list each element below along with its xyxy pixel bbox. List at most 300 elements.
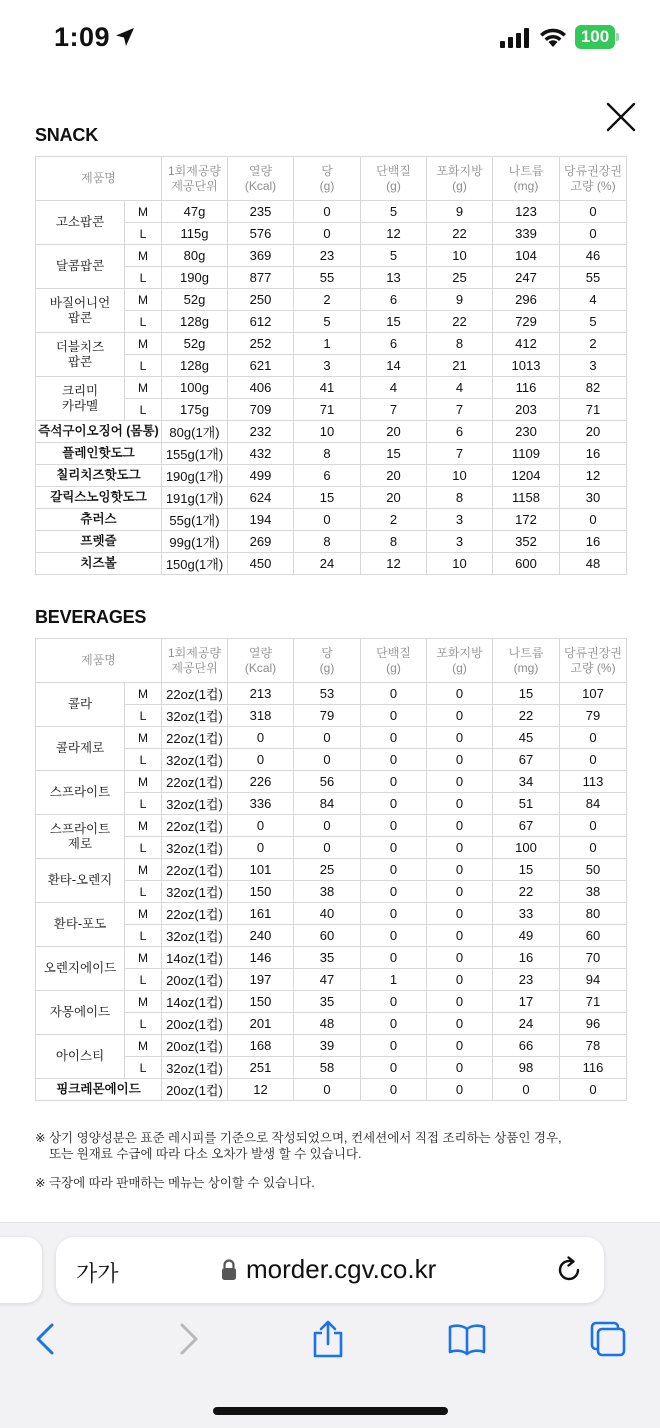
nutrition-value: 161 bbox=[228, 903, 294, 925]
column-header: 1회제공량 제공단위 bbox=[162, 157, 228, 201]
nutrition-value: 296 bbox=[493, 289, 560, 311]
nutrition-value: 0 bbox=[361, 815, 427, 837]
nutrition-value: 15 bbox=[493, 859, 560, 881]
nutrition-value: 0 bbox=[361, 991, 427, 1013]
table-row bbox=[36, 837, 627, 859]
nutrition-value: 60 bbox=[294, 925, 361, 947]
table-row bbox=[36, 1057, 627, 1079]
nutrition-value: 32oz(1컵) bbox=[162, 793, 228, 815]
table-row bbox=[36, 377, 627, 399]
nutrition-value: 0 bbox=[361, 881, 427, 903]
table-row bbox=[36, 553, 627, 575]
nutrition-value: 35 bbox=[294, 947, 361, 969]
product-name: 바질어니언 팝콘 bbox=[36, 289, 125, 333]
text-size-button[interactable]: 가가 bbox=[76, 1261, 119, 1286]
location-arrow-icon bbox=[114, 26, 136, 48]
size-label: L bbox=[125, 837, 162, 859]
nutrition-value: 5 bbox=[560, 311, 627, 333]
nutrition-value: 22oz(1컵) bbox=[162, 727, 228, 749]
table-row bbox=[36, 1079, 627, 1101]
nutrition-value: 7 bbox=[427, 443, 493, 465]
nutrition-value: 226 bbox=[228, 771, 294, 793]
nutrition-value: 0 bbox=[361, 1035, 427, 1057]
nutrition-value: 52g bbox=[162, 333, 228, 355]
table-row bbox=[36, 487, 627, 509]
nutrition-value: 2 bbox=[361, 509, 427, 531]
lock-icon bbox=[221, 1259, 237, 1281]
nutrition-value: 71 bbox=[560, 991, 627, 1013]
size-label: M bbox=[125, 947, 162, 969]
column-header: 나트륨 (mg) bbox=[493, 157, 560, 201]
nutrition-value: 3 bbox=[294, 355, 361, 377]
nutrition-value: 0 bbox=[427, 881, 493, 903]
nutrition-value: 10 bbox=[427, 245, 493, 267]
nutrition-value: 20 bbox=[560, 421, 627, 443]
nutrition-value: 116 bbox=[560, 1057, 627, 1079]
nutrition-value: 1109 bbox=[493, 443, 560, 465]
nutrition-value: 197 bbox=[228, 969, 294, 991]
nutrition-value: 6 bbox=[427, 421, 493, 443]
column-header: 당류권장권 고량 (%) bbox=[560, 639, 627, 683]
size-label: L bbox=[125, 793, 162, 815]
table-row bbox=[36, 223, 627, 245]
nutrition-value: 39 bbox=[294, 1035, 361, 1057]
nutrition-value: 191g(1개) bbox=[162, 487, 228, 509]
nutrition-value: 213 bbox=[228, 683, 294, 705]
nutrition-value: 51 bbox=[493, 793, 560, 815]
nutrition-value: 55g(1개) bbox=[162, 509, 228, 531]
nutrition-value: 0 bbox=[560, 1079, 627, 1101]
nutrition-value: 0 bbox=[361, 683, 427, 705]
nutrition-value: 0 bbox=[427, 991, 493, 1013]
product-name: 고소팝콘 bbox=[36, 201, 125, 245]
nutrition-value: 22 bbox=[493, 881, 560, 903]
size-label: M bbox=[125, 245, 162, 267]
nutrition-value: 251 bbox=[228, 1057, 294, 1079]
close-icon[interactable] bbox=[604, 100, 638, 134]
size-label: M bbox=[125, 903, 162, 925]
nutrition-value: 247 bbox=[493, 267, 560, 289]
book-icon[interactable] bbox=[447, 1319, 487, 1359]
size-label: L bbox=[125, 749, 162, 771]
nutrition-value: 7 bbox=[361, 399, 427, 421]
nutrition-value: 38 bbox=[294, 881, 361, 903]
table-row bbox=[36, 1013, 627, 1035]
nutrition-value: 0 bbox=[361, 903, 427, 925]
nutrition-value: 0 bbox=[427, 1057, 493, 1079]
table-row bbox=[36, 683, 627, 705]
nutrition-value: 34 bbox=[493, 771, 560, 793]
nutrition-value: 46 bbox=[560, 245, 627, 267]
size-label: L bbox=[125, 881, 162, 903]
table-row bbox=[36, 727, 627, 749]
nutrition-value: 877 bbox=[228, 267, 294, 289]
nutrition-value: 168 bbox=[228, 1035, 294, 1057]
table-row bbox=[36, 245, 627, 267]
nutrition-value: 2 bbox=[560, 333, 627, 355]
nutrition-value: 621 bbox=[228, 355, 294, 377]
nutrition-value: 0 bbox=[228, 749, 294, 771]
nutrition-value: 128g bbox=[162, 355, 228, 377]
nutrition-value: 32oz(1컵) bbox=[162, 837, 228, 859]
size-label: M bbox=[125, 771, 162, 793]
nutrition-value: 412 bbox=[493, 333, 560, 355]
nutrition-value: 3 bbox=[427, 509, 493, 531]
size-label: L bbox=[125, 355, 162, 377]
product-name: 콜라제로 bbox=[36, 727, 125, 771]
nutrition-value: 22oz(1컵) bbox=[162, 815, 228, 837]
nutrition-value: 150g(1개) bbox=[162, 553, 228, 575]
column-header: 열량 (Kcal) bbox=[228, 157, 294, 201]
nutrition-value: 0 bbox=[427, 1079, 493, 1101]
nutrition-value: 16 bbox=[560, 531, 627, 553]
nutrition-value: 0 bbox=[361, 1013, 427, 1035]
product-name: 플레인핫도그 bbox=[36, 443, 162, 465]
nutrition-value: 84 bbox=[294, 793, 361, 815]
nutrition-value: 20 bbox=[361, 487, 427, 509]
column-header: 단백질 (g) bbox=[361, 639, 427, 683]
table-row bbox=[36, 355, 627, 377]
nutrition-value: 230 bbox=[493, 421, 560, 443]
table-header-row bbox=[36, 157, 627, 201]
product-name: 칠리치즈핫도그 bbox=[36, 465, 162, 487]
nutrition-value: 60 bbox=[560, 925, 627, 947]
nutrition-value: 4 bbox=[427, 377, 493, 399]
table-row bbox=[36, 749, 627, 771]
nutrition-value: 14oz(1컵) bbox=[162, 991, 228, 1013]
nutrition-value: 3 bbox=[427, 531, 493, 553]
nutrition-value: 0 bbox=[294, 509, 361, 531]
nutrition-value: 0 bbox=[361, 1057, 427, 1079]
nutrition-value: 250 bbox=[228, 289, 294, 311]
address-bar[interactable] bbox=[56, 1237, 604, 1303]
nutrition-value: 203 bbox=[493, 399, 560, 421]
beverages-nutrition-table bbox=[35, 638, 627, 1101]
table-row bbox=[36, 311, 627, 333]
table-row bbox=[36, 859, 627, 881]
nutrition-value: 269 bbox=[228, 531, 294, 553]
nutrition-value: 194 bbox=[228, 509, 294, 531]
nutrition-value: 17 bbox=[493, 991, 560, 1013]
nutrition-value: 9 bbox=[427, 201, 493, 223]
product-name: 프렛즐 bbox=[36, 531, 162, 553]
nutrition-value: 1 bbox=[294, 333, 361, 355]
nutrition-value: 0 bbox=[493, 1079, 560, 1101]
nutrition-value: 190g(1개) bbox=[162, 465, 228, 487]
nutrition-value: 15 bbox=[361, 311, 427, 333]
nutrition-value: 0 bbox=[427, 1035, 493, 1057]
nutrition-value: 9 bbox=[427, 289, 493, 311]
nutrition-value: 113 bbox=[560, 771, 627, 793]
nutrition-value: 35 bbox=[294, 991, 361, 1013]
nutrition-value: 0 bbox=[560, 727, 627, 749]
column-header: 당 (g) bbox=[294, 639, 361, 683]
url-text[interactable]: morder.cgv.co.kr bbox=[246, 1254, 437, 1284]
status-bar bbox=[0, 0, 660, 80]
product-name: 갈릭스노잉핫도그 bbox=[36, 487, 162, 509]
table-header-row bbox=[36, 639, 627, 683]
nutrition-value: 80g bbox=[162, 245, 228, 267]
table-row bbox=[36, 399, 627, 421]
nutrition-value: 55 bbox=[560, 267, 627, 289]
nutrition-value: 0 bbox=[361, 727, 427, 749]
nutrition-value: 20 bbox=[361, 465, 427, 487]
nutrition-value: 5 bbox=[361, 201, 427, 223]
nutrition-value: 71 bbox=[560, 399, 627, 421]
nutrition-value: 4 bbox=[361, 377, 427, 399]
beverages-section-title: BEVERAGES bbox=[35, 607, 147, 627]
table-row bbox=[36, 465, 627, 487]
nutrition-value: 15 bbox=[294, 487, 361, 509]
nutrition-value: 450 bbox=[228, 553, 294, 575]
nutrition-value: 0 bbox=[427, 815, 493, 837]
column-header: 제품명 bbox=[36, 157, 162, 201]
nutrition-value: 30 bbox=[560, 487, 627, 509]
table-row bbox=[36, 443, 627, 465]
nutrition-value: 20oz(1컵) bbox=[162, 1079, 228, 1101]
size-label: L bbox=[125, 223, 162, 245]
tabs-icon[interactable] bbox=[588, 1319, 628, 1359]
browser-toolbar bbox=[0, 1222, 660, 1428]
nutrition-value: 0 bbox=[427, 903, 493, 925]
nutrition-value: 0 bbox=[427, 705, 493, 727]
nutrition-value: 0 bbox=[228, 727, 294, 749]
nutrition-value: 115g bbox=[162, 223, 228, 245]
size-label: L bbox=[125, 969, 162, 991]
nutrition-value: 6 bbox=[361, 333, 427, 355]
table-row bbox=[36, 333, 627, 355]
nutrition-value: 67 bbox=[493, 749, 560, 771]
nutrition-value: 576 bbox=[228, 223, 294, 245]
nutrition-value: 235 bbox=[228, 201, 294, 223]
nutrition-value: 12 bbox=[228, 1079, 294, 1101]
table-row bbox=[36, 991, 627, 1013]
nutrition-value: 0 bbox=[361, 749, 427, 771]
snack-nutrition-table bbox=[35, 156, 627, 575]
size-label: M bbox=[125, 201, 162, 223]
nutrition-value: 0 bbox=[294, 837, 361, 859]
nutrition-value: 100g bbox=[162, 377, 228, 399]
nutrition-value: 1204 bbox=[493, 465, 560, 487]
column-header: 포화지방 (g) bbox=[427, 639, 493, 683]
nutrition-value: 12 bbox=[560, 465, 627, 487]
product-name: 환타-오렌지 bbox=[36, 859, 125, 903]
nutrition-value: 32oz(1컵) bbox=[162, 881, 228, 903]
product-name: 크리미 카라멜 bbox=[36, 377, 125, 421]
nutrition-value: 79 bbox=[294, 705, 361, 727]
nutrition-value: 0 bbox=[560, 223, 627, 245]
nutrition-value: 0 bbox=[427, 925, 493, 947]
nutrition-value: 20oz(1컵) bbox=[162, 969, 228, 991]
nutrition-value: 0 bbox=[361, 771, 427, 793]
nutrition-value: 80g(1개) bbox=[162, 421, 228, 443]
nutrition-value: 84 bbox=[560, 793, 627, 815]
nutrition-value: 0 bbox=[361, 793, 427, 815]
nutrition-value: 0 bbox=[361, 947, 427, 969]
nutrition-value: 15 bbox=[361, 443, 427, 465]
nutrition-value: 14 bbox=[361, 355, 427, 377]
nutrition-value: 0 bbox=[427, 837, 493, 859]
nutrition-value: 24 bbox=[294, 553, 361, 575]
table-row bbox=[36, 509, 627, 531]
nutrition-value: 0 bbox=[294, 201, 361, 223]
column-header: 제품명 bbox=[36, 639, 162, 683]
nutrition-value: 25 bbox=[294, 859, 361, 881]
table-row bbox=[36, 947, 627, 969]
nutrition-value: 16 bbox=[493, 947, 560, 969]
nutrition-value: 1158 bbox=[493, 487, 560, 509]
product-name: 콜라 bbox=[36, 683, 125, 727]
nutrition-value: 0 bbox=[294, 223, 361, 245]
nutrition-value: 0 bbox=[560, 837, 627, 859]
nutrition-value: 190g bbox=[162, 267, 228, 289]
nutrition-value: 252 bbox=[228, 333, 294, 355]
product-name: 스프라이트 bbox=[36, 771, 125, 815]
table-row bbox=[36, 421, 627, 443]
nutrition-value: 22 bbox=[427, 311, 493, 333]
nutrition-value: 0 bbox=[427, 727, 493, 749]
table-row bbox=[36, 793, 627, 815]
table-row bbox=[36, 903, 627, 925]
nutrition-value: 104 bbox=[493, 245, 560, 267]
nutrition-value: 0 bbox=[427, 771, 493, 793]
nutrition-value: 172 bbox=[493, 509, 560, 531]
nutrition-value: 20oz(1컵) bbox=[162, 1035, 228, 1057]
size-label: M bbox=[125, 1035, 162, 1057]
nutrition-value: 96 bbox=[560, 1013, 627, 1035]
nutrition-value: 0 bbox=[427, 1013, 493, 1035]
nutrition-value: 5 bbox=[361, 245, 427, 267]
size-label: L bbox=[125, 925, 162, 947]
nutrition-value: 32oz(1컵) bbox=[162, 925, 228, 947]
product-name: 자몽에이드 bbox=[36, 991, 125, 1035]
column-header: 나트륨 (mg) bbox=[493, 639, 560, 683]
nutrition-value: 0 bbox=[427, 683, 493, 705]
nutrition-value: 612 bbox=[228, 311, 294, 333]
footnotes bbox=[35, 1130, 562, 1191]
column-header: 열량 (Kcal) bbox=[228, 639, 294, 683]
nutrition-value: 33 bbox=[493, 903, 560, 925]
nutrition-value: 369 bbox=[228, 245, 294, 267]
nutrition-value: 32oz(1컵) bbox=[162, 1057, 228, 1079]
nutrition-value: 0 bbox=[361, 925, 427, 947]
table-row bbox=[36, 815, 627, 837]
battery-indicator bbox=[575, 25, 619, 49]
nutrition-value: 47g bbox=[162, 201, 228, 223]
size-label: M bbox=[125, 815, 162, 837]
chevron-right-icon[interactable] bbox=[174, 1319, 204, 1359]
reload-icon[interactable] bbox=[554, 1255, 584, 1285]
size-label: M bbox=[125, 377, 162, 399]
nutrition-value: 22oz(1컵) bbox=[162, 859, 228, 881]
nutrition-value: 729 bbox=[493, 311, 560, 333]
nutrition-value: 8 bbox=[427, 333, 493, 355]
nutrition-value: 0 bbox=[361, 859, 427, 881]
nutrition-value: 8 bbox=[294, 443, 361, 465]
nutrition-value: 352 bbox=[493, 531, 560, 553]
chevron-left-icon[interactable] bbox=[30, 1319, 60, 1359]
nutrition-value: 55 bbox=[294, 267, 361, 289]
nutrition-value: 6 bbox=[294, 465, 361, 487]
nutrition-value: 20oz(1컵) bbox=[162, 1013, 228, 1035]
footnote-1: ※ 상기 영양성분은 표준 레시피를 기준으로 작성되었으며, 컨세션에서 직접 조리하는 상품인 경우, bbox=[35, 1131, 562, 1145]
nutrition-value: 21 bbox=[427, 355, 493, 377]
table-row bbox=[36, 531, 627, 553]
snack-section-title: SNACK bbox=[35, 125, 99, 145]
nutrition-value: 624 bbox=[228, 487, 294, 509]
nutrition-value: 0 bbox=[560, 815, 627, 837]
nutrition-value: 32oz(1컵) bbox=[162, 749, 228, 771]
nutrition-value: 128g bbox=[162, 311, 228, 333]
nutrition-value: 40 bbox=[294, 903, 361, 925]
nutrition-value: 116 bbox=[493, 377, 560, 399]
nutrition-value: 432 bbox=[228, 443, 294, 465]
nutrition-value: 49 bbox=[493, 925, 560, 947]
nutrition-value: 155g(1개) bbox=[162, 443, 228, 465]
nutrition-value: 232 bbox=[228, 421, 294, 443]
nutrition-value: 22oz(1컵) bbox=[162, 771, 228, 793]
nutrition-value: 101 bbox=[228, 859, 294, 881]
nutrition-value: 240 bbox=[228, 925, 294, 947]
nutrition-value: 22 bbox=[427, 223, 493, 245]
nutrition-value: 0 bbox=[560, 749, 627, 771]
nutrition-value: 5 bbox=[294, 311, 361, 333]
nutrition-value: 336 bbox=[228, 793, 294, 815]
home-indicator bbox=[213, 1407, 448, 1415]
nutrition-value: 339 bbox=[493, 223, 560, 245]
product-name: 핑크레몬에이드 bbox=[36, 1079, 162, 1101]
size-label: L bbox=[125, 1013, 162, 1035]
nutrition-value: 8 bbox=[361, 531, 427, 553]
cellular-signal-icon bbox=[500, 28, 532, 48]
table-row bbox=[36, 1035, 627, 1057]
nutrition-value: 99g(1개) bbox=[162, 531, 228, 553]
nutrition-value: 48 bbox=[294, 1013, 361, 1035]
nutrition-value: 22oz(1컵) bbox=[162, 903, 228, 925]
nutrition-value: 0 bbox=[560, 201, 627, 223]
previous-tab-preview[interactable] bbox=[0, 1237, 42, 1303]
nutrition-value: 10 bbox=[427, 465, 493, 487]
table-row bbox=[36, 705, 627, 727]
nutrition-value: 201 bbox=[228, 1013, 294, 1035]
size-label: M bbox=[125, 333, 162, 355]
footnote-2: ※ 극장에 따라 판매하는 메뉴는 상이할 수 있습니다. bbox=[35, 1176, 315, 1190]
nutrition-value: 0 bbox=[427, 859, 493, 881]
nutrition-value: 406 bbox=[228, 377, 294, 399]
nutrition-value: 22 bbox=[493, 705, 560, 727]
nutrition-value: 94 bbox=[560, 969, 627, 991]
nutrition-value: 25 bbox=[427, 267, 493, 289]
nutrition-value: 52g bbox=[162, 289, 228, 311]
nutrition-value: 0 bbox=[294, 815, 361, 837]
nutrition-value: 175g bbox=[162, 399, 228, 421]
nutrition-value: 48 bbox=[560, 553, 627, 575]
column-header: 1회제공량 제공단위 bbox=[162, 639, 228, 683]
nutrition-value: 79 bbox=[560, 705, 627, 727]
share-icon[interactable] bbox=[310, 1319, 346, 1359]
nutrition-value: 150 bbox=[228, 881, 294, 903]
nutrition-value: 13 bbox=[361, 267, 427, 289]
column-header: 당류권장권 고량 (%) bbox=[560, 157, 627, 201]
table-row bbox=[36, 267, 627, 289]
nutrition-value: 41 bbox=[294, 377, 361, 399]
nutrition-value: 0 bbox=[361, 837, 427, 859]
table-row bbox=[36, 771, 627, 793]
nutrition-value: 0 bbox=[294, 1079, 361, 1101]
size-label: M bbox=[125, 683, 162, 705]
nutrition-value: 0 bbox=[361, 1079, 427, 1101]
nutrition-value: 0 bbox=[560, 509, 627, 531]
